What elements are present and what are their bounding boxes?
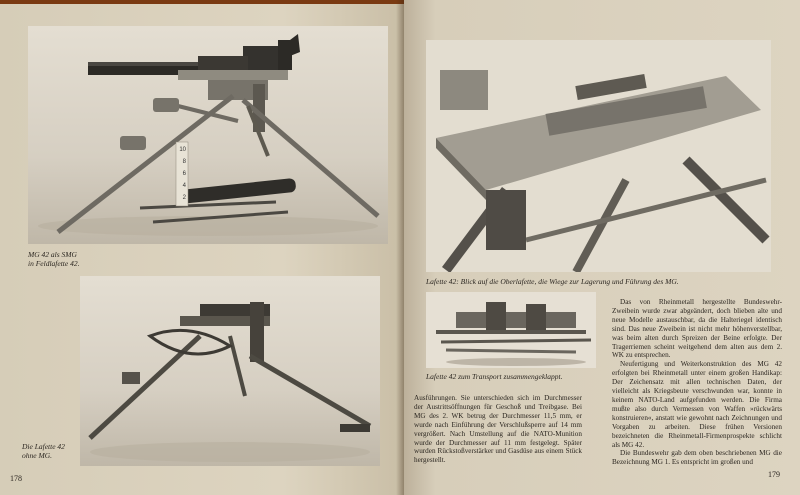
paragraph: Ausführungen. Sie unterschieden sich im Durchmesser der Austrittsöffnungen für Geschoß und Treibgase. Bei MG des 2. WK betrug der Durchmesser 11,5 mm, er wurde nach Einführung der Verschlußsperre auf 14 mm vergrößert. Nach Umstellung auf die NATO-Munition wurde der Durchmesser auf 11 mm festgelegt. Später wurden Rückstoßverstärker und Gasdüse aus einem Stück hergestellt. bbox=[414, 394, 582, 465]
page-number-right: 179 bbox=[768, 470, 780, 479]
body-text-right-column bbox=[612, 298, 782, 467]
caption-line: in Feldlafette 42. bbox=[28, 259, 80, 268]
caption-line: Die Lafette 42 bbox=[22, 442, 65, 451]
caption-mg42-smg bbox=[28, 250, 79, 268]
ruler-scale bbox=[172, 144, 186, 204]
caption-oberlafette: Lafette 42: Blick auf die Oberlafette, die Wiege zur Lagerung und Führung des MG. bbox=[426, 277, 679, 286]
paragraph: Die Bundeswehr gab dem oben beschriebenen MG die Bezeichnung MG 1. Es entspricht im großen und bbox=[612, 449, 782, 467]
photo-mg42-tripod bbox=[28, 26, 388, 244]
ruler-mark: 8 bbox=[182, 159, 186, 165]
paragraph: Neufertigung und Weiterkonstruktion des MG 42 erfolgten bei Rheinmetall unter einem großen Handikap: Der Zeichensatz mit allen technischen Daten, der vielleicht als Kriegsbeute verschwunden war, konnte in keinem NATO-Land aufgefunden werden. Die Firma mußte also durch Vermessen von Waffen »rückwärts konstruieren«, anstatt wie gewohnt nach Zeichnungen und Vorgaben zu arbeiten. Diese frühen Versionen bezeichneten die Rheinmetall-Firmenprospekte schlicht als MG 42. bbox=[612, 360, 782, 449]
body-text-left-column bbox=[414, 394, 582, 465]
page-number-left: 178 bbox=[10, 474, 22, 483]
caption-transport: Lafette 42 zum Transport zusammengeklappt. bbox=[426, 372, 563, 381]
caption-line: ohne MG. bbox=[22, 451, 52, 460]
lafette-illustration bbox=[80, 276, 380, 466]
folded-tripod-illustration bbox=[426, 292, 596, 368]
ruler-mark: 4 bbox=[182, 183, 186, 189]
photo-oberlafette bbox=[426, 40, 771, 272]
photo-transport-folded bbox=[426, 292, 596, 368]
ruler-mark: 2 bbox=[182, 195, 186, 201]
caption-lafette-ohne-mg bbox=[22, 442, 65, 460]
left-page bbox=[0, 4, 404, 495]
ruler-mark: 6 bbox=[182, 171, 186, 177]
ruler-mark: 10 bbox=[179, 147, 186, 153]
caption-line: MG 42 als SMG bbox=[28, 250, 77, 259]
paragraph: Das von Rheinmetall hergestellte Bundeswehr-Zweibein wurde zwar abgeändert, doch blieben alte und neue Modelle austauschbar, da die Halteriegel identisch sind. Das neue Zweibein ist nicht mehr höhenverstellbar, was beim alten durch Spreizen der Beine erfolgte. Der Tragerriemen scheint weitgehend dem alten aus dem 2. WK zu entsprechen. bbox=[612, 298, 782, 360]
photo-lafette-42 bbox=[80, 276, 380, 466]
mg42-tripod-illustration bbox=[28, 26, 388, 244]
oberlafette-illustration bbox=[426, 40, 771, 272]
